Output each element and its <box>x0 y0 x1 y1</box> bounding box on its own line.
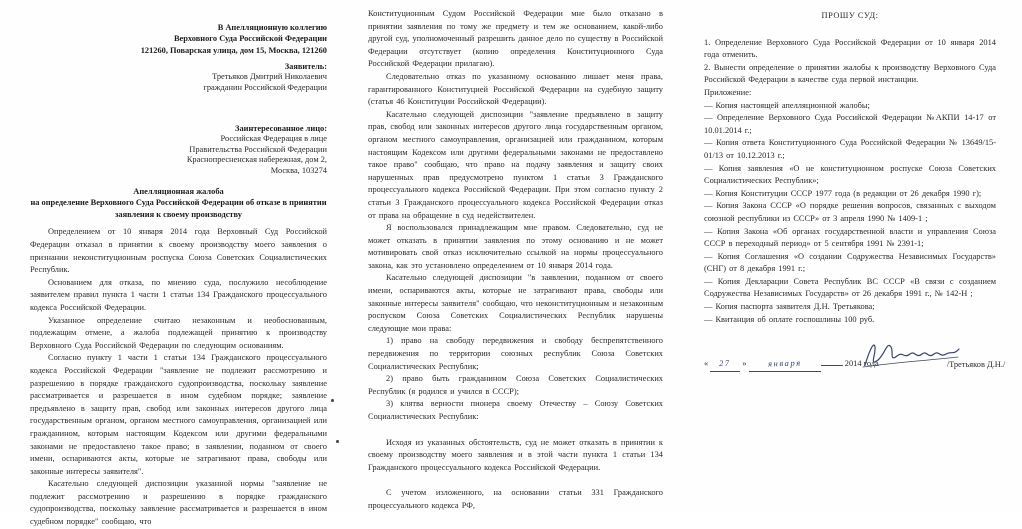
attachment-item: — Квитанция об оплате госпошлины 100 руб. <box>704 314 875 324</box>
attachment-item: — Копия паспорта заявителя Д.Н. Третьякова; <box>704 302 875 312</box>
paragraph: Исходя из указанных обстоятельств, суд не может отказать в принятии к своему производству моего заявления и в этой части пункта 1 статьи 134 Гражданского процессуального кодекса Российской Федерации. <box>368 437 663 472</box>
attachment-item: — Копия Соглашения «О создании Содружества Независимых Государств» (СНГ) от 8 декабря 1991 г.; <box>704 251 996 274</box>
interested-party-label: Заинтересованное лицо: <box>235 123 327 133</box>
paragraph: Касательно следующей диспозиции "в заявлении, поданном от своего имени, оспариваются акты, которые не затрагивают права, свободы или законные интересы заявителя" сообщаю, что неконституционным и незаконным роспуском Союза Советских Социалистических Республик нарушены следующие мои права: <box>368 273 663 333</box>
signature-row <box>704 357 1006 372</box>
interested-party-line: Краснопресненская набережная, дом 2, <box>186 155 327 165</box>
court-address-line: 121260, Поварская улица, дом 15, Москва, 121260 <box>140 45 327 55</box>
interested-party-line: Москва, 103274 <box>270 166 327 176</box>
signature-printed-name: /Третьяков Д.Н./ <box>946 360 1006 370</box>
court-address-block <box>30 22 327 56</box>
court-line: В Апелляционную коллегию <box>217 23 327 32</box>
paragraph: С учетом изложенного, на основании статьи 331 Гражданского процессуального кодекса РФ, <box>368 488 663 510</box>
request-item: 1. Определение Верховного Суда Российской Федерации от 10 января 2014 года отменить. <box>704 37 996 60</box>
paragraph: Основанием для отказа, по мнению суда, послужило несоблюдение заявителем правил пункта 1 части 1 статьи 134 Гражданского процессуального кодекса Российской Федерации. <box>30 277 327 312</box>
quote-open: « <box>704 359 709 369</box>
attachments-section <box>704 87 996 326</box>
document-title-line: заявления к своему производству <box>115 209 242 219</box>
paragraph: Определением от 10 января 2014 года Верховный Суд Российской Федерации отказал в принятии к своему производству моего заявления о признании неконституционным роспуска Союза Советских Социалистических Республик. <box>30 227 327 275</box>
plea-heading: ПРОШУ СУД: <box>821 11 879 20</box>
attachment-item: — Определение Верховного Суда Российской Федерации №АКПИ 14-17 от 10.01.2014 г.; <box>704 113 996 135</box>
paragraph: Касательно следующей диспозиции указанной нормы "заявление не подлежит рассмотрению и разрешению в порядке гражданского судопроизводства, поскольку заявление рассматривается и разрешается в ином судебном порядке" сообщаю, что <box>30 479 327 527</box>
paragraph: Согласно пункту 1 части 1 статьи 134 Гражданского процессуального кодекса Российской Федерации "заявление не подлежит рассмотрению и разрешению в порядке гражданского судопроизводства, поскольку заявление рассматривается и разрешается в ином судебном порядке; заявление предъявлено в защиту прав, свобод или законных интересов другого лица государственным органом, органом местного самоуправления, организацией или гражданином, которым настоящим Кодексом или другими федеральными законами не предоставлено такое право; в заявлении, поданном от своего имени, оспариваются акты, которые не затрагивают права, свободы или законные интересы заявителя". <box>30 353 327 476</box>
handwritten-day: 27 <box>719 358 732 369</box>
list-item: 2) право быть гражданином Союза Советских Социалистических Республик (я родился и учился в СССР); <box>368 374 663 396</box>
signature-date <box>704 357 879 372</box>
page-2-body <box>341 0 682 513</box>
paragraph: Следовательно отказ по указанному основанию лишает меня права, гарантированного Конституцией Российской Федерации на судебную защиту (статья 46 Конституции Российской Федерации). <box>368 71 663 107</box>
attachment-item: — Копия ответа Конституционного Суда Российской Федерации № 13649/15-01/13 от 10.12.2013 г.; <box>704 138 996 160</box>
signature-block <box>947 359 1006 372</box>
applicant-name: Третьяков Дмитрий Николаевич <box>212 72 327 82</box>
attachment-item: — Копия Конституции СССР 1977 года (в редакции от 26 декабря 1990 г); <box>704 188 982 198</box>
attachment-item: — Копия Закона «Об органах государственной власти и управления Союза СССР в переходный период» от 5 сентября 1991 № 2391-1; <box>704 226 996 249</box>
document-title <box>30 186 327 221</box>
applicant-label: Заявитель: <box>284 61 327 71</box>
document-title-line: на определение Верховного Суда Российской Федерации об отказе в принятии <box>30 198 327 208</box>
list-item: 3) клятва верности пионера своему Отечеству – Союзу Советских Социалистических Республик: <box>368 399 663 421</box>
handwritten-month: января <box>767 357 802 369</box>
interested-party-line: Российская Федерация в лице <box>220 134 327 144</box>
attachment-item: — Копия Декларации Совета Республик ВС СССР «В связи с созданием Содружества Независимых Государств» от 26 декабря 1991 г., № 142-Н ; <box>704 276 996 299</box>
paragraph: Касательно следующей диспозиции "заявление предъявлено в защиту прав, свобод или законных интересов другого лица государственным органом, органом местного самоуправления, организацией или гражданином, которым настоящим Кодексом или другими федеральными законами не предоставлено такое право" сообщаю, что право на подачу заявления и защиту своих нарушенных прав предусмотрено пунктом 1 статьи 3 Гражданского процессуального кодекса Российской Федерации. При этом согласно пункту 2 статьи 3 Гражданского процессуального кодекса Российской Федерации отказ от права на обращение в суд недействителен. <box>368 109 663 220</box>
attachments-label: Приложение: <box>704 87 752 97</box>
applicant-block <box>30 62 327 94</box>
attachment-item: — Копия Закона СССР «О порядке решения вопросов, связанных с выходом союзной республики из СССР» от 3 апреля 1990 № 1409-1 ; <box>704 201 996 223</box>
date-blank-tail <box>821 365 843 366</box>
requests-list <box>704 37 996 87</box>
paragraph: Указанное определение считаю незаконным и необоснованным, подлежащим отмене, а жалоба подлежащей принятию к производству Верховного Суда Российской Федерации по следующим основаниям. <box>30 315 327 350</box>
attachment-item: — Копия настоящей апелляционной жалобы; <box>704 100 870 110</box>
scan-speck <box>331 399 334 402</box>
page-3 <box>682 0 1022 512</box>
list-item: 1) право на свободу передвижения и свободу беспрепятственного передвижения по территории союзных республик Союза Советских Социалистических Республик; <box>368 336 663 371</box>
page-1-body <box>30 226 327 528</box>
interested-party-line: Правительства Российской Федерации <box>189 144 327 154</box>
paragraph: Конституционным Судом Российской Федерации мне было отказано в принятии заявления по тому же предмету и тем же основанием, какой-либо другой суд, уполномоченный разрешить данное дело по существу в Российской Федерации отсутствует (копию определения Конституционного Суда Российской Федерации прилагаю). <box>368 9 663 69</box>
attachment-item: — Копия заявления «О не конституционном роспуске Союза Советских Социалистических Республик»; <box>704 163 996 186</box>
quote-close: » <box>742 359 747 369</box>
date-month-blank <box>749 357 821 372</box>
scan-speck <box>336 440 339 443</box>
court-line: Верховного Суда Российской Федерации <box>173 34 327 44</box>
page-1 <box>0 0 341 527</box>
applicant-citizenship: гражданин Российской Федерации <box>203 83 327 93</box>
interested-party-block <box>30 124 327 177</box>
date-day-blank <box>710 357 740 372</box>
page-2 <box>341 0 682 512</box>
request-item: 2. Вынести определение о принятии жалобы к производству Верховного Суда Российской Федерации в качестве суда первой инстанции. <box>704 62 996 85</box>
document-title-line: Апелляционная жалоба <box>133 186 224 196</box>
date-year: 2014 года <box>844 359 879 369</box>
paragraph: Я воспользовался принадлежащим мне правом. Следовательно, суд не может отказать в принятии заявления по этому основанию и не может мотивировать свой отказ исключительно ссылкой на нормы процессуального закона, как это установлено определением от 10 января 2014 года. <box>368 223 663 270</box>
